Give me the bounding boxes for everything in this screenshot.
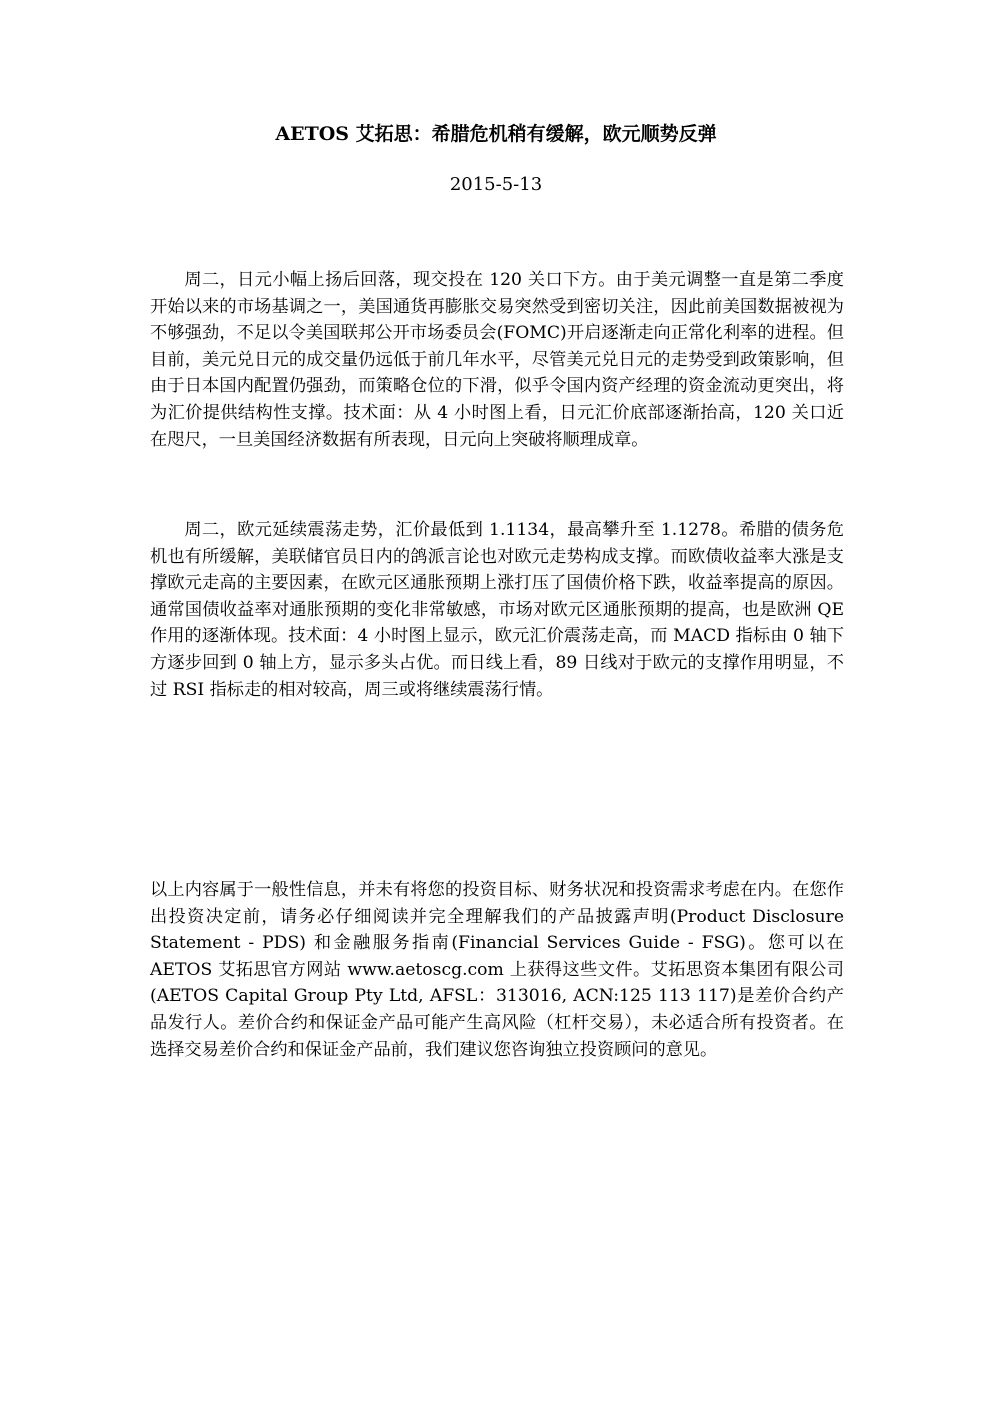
paragraph-euro: 周二，欧元延续震荡走势，汇价最低到 1.1134，最高攀升至 1.1278。希腊的债务危机也有所缓解，美联储官员日内的鸽派言论也对欧元走势构成支撑。而欧债收益率大涨是支撑欧元走高的主要因素，在欧元区通胀预期上涨打压了国债价格下跌，收益率提高的原因。通常国债收益率对通胀预期的变化非常敏感，市场对欧元区通胀预期的提高，也是欧洲 QE 作用的逐渐体现。技术面：4 小时图上显示，欧元汇价震荡走高，而 MACD 指标由 0 轴下方逐步回到 0 轴上方，显示多头占优。而日线上看，89 日线对于欧元的支撑作用明显，不过 RSI 指标走的相对较高，周三或将继续震荡行情。 bbox=[150, 520, 844, 700]
disclaimer-text: 以上内容属于一般性信息，并未有将您的投资目标、财务状况和投资需求考虑在内。在您作出投资决定前，请务必仔细阅读并完全理解我们的产品披露声明(Product Disclosure Statement - PDS) 和金融服务指南(Financial Services Guide - FSG)。您可以在 AETOS 艾拓思官方网站 www.aetoscg.com 上获得这些文件。艾拓思资本集团有限公司(AETOS Capital Group Pty Ltd, AFSL：313016, ACN:125 113 117)是差价合约产品发行人。差价合约和保证金产品可能产生高风险（杠杆交易），未必适合所有投资者。在选择交易差价合约和保证金产品前，我们建议您咨询独立投资顾问的意见。 bbox=[150, 880, 844, 1060]
document-date: 2015-5-13 bbox=[449, 174, 543, 195]
paragraph-yen: 周二，日元小幅上扬后回落，现交投在 120 关口下方。由于美元调整一直是第二季度开始以来的市场基调之一，美国通货再膨胀交易突然受到密切关注，因此前美国数据被视为不够强劲，不足以令美国联邦公开市场委员会(FOMC)开启逐渐走向正常化利率的进程。但目前，美元兑日元的成交量仍远低于前几年水平，尽管美元兑日元的走势受到政策影响，但由于日本国内配置仍强劲，而策略仓位的下滑，似乎令国内资产经理的资金流动更突出，将为汇价提供结构性支撑。技术面：从 4 小时图上看，日元汇价底部逐渐抬高，120 关口近在咫尺，一旦美国经济数据有所表现，日元向上突破将顺理成章。 bbox=[150, 270, 844, 450]
document-title: AETOS 艾拓思：希腊危机稍有缓解，欧元顺势反弹 bbox=[275, 123, 717, 145]
